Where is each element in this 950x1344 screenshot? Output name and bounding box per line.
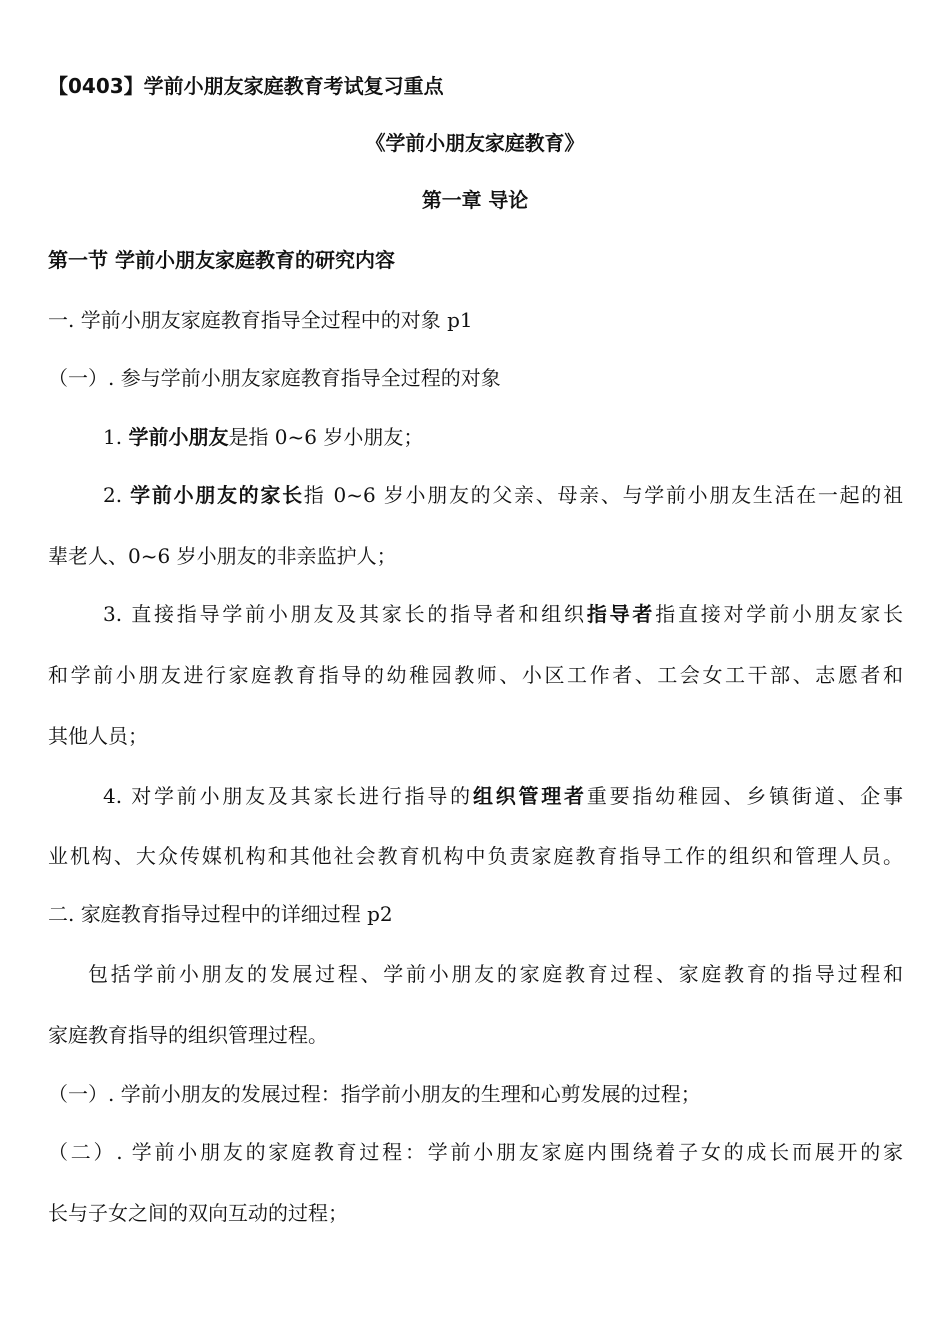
item3-prefix: 3. 直接指导学前小朋友及其家长的指导者和组织 <box>103 602 587 626</box>
item2-term: 学前小朋友的家长 <box>130 483 304 507</box>
section-title: 第一节 学前小朋友家庭教育的研究内容 <box>48 248 395 272</box>
document-title: 【0403】学前小朋友家庭教育考试复习重点 <box>48 74 444 98</box>
part2-sub1: （一）. 学前小朋友的发展过程：指学前小朋友的生理和心剪发展的过程； <box>48 1082 701 1106</box>
item4-line2: 业机构、大众传媒机构和其他社会教育机构中负责家庭教育指导工作的组织和管理人员。 <box>48 844 903 868</box>
item2-line1 <box>103 481 903 509</box>
part2-sub2-line2: 长与子女之间的双向互动的过程； <box>48 1201 348 1225</box>
chapter-title: 第一章 导论 <box>421 189 529 212</box>
item3-line2: 和学前小朋友进行家庭教育指导的幼稚园教师、小区工作者、工会女工干部、志愿者和 <box>48 663 903 687</box>
item4-term: 组织管理者 <box>472 784 587 808</box>
part1-heading: 一. 学前小朋友家庭教育指导全过程中的对象 p1 <box>48 308 473 332</box>
item3-line3: 其他人员； <box>48 724 148 748</box>
item3-line1 <box>103 600 903 628</box>
part2-intro-line2: 家庭教育指导的组织管理过程。 <box>48 1023 328 1047</box>
part2-sub2-line1: （二）. 学前小朋友的家庭教育过程：学前小朋友家庭内围绕着子女的成长而展开的家 <box>48 1140 903 1164</box>
item4-text1: 重要指幼稚园、乡镇街道、企事 <box>586 784 903 808</box>
item2-num: 2. <box>103 483 131 507</box>
part2-intro-line1: 包括学前小朋友的发展过程、学前小朋友的家庭教育过程、家庭教育的指导过程和 <box>88 962 903 986</box>
book-title: 《学前小朋友家庭教育》 <box>365 132 585 155</box>
item3-text1: 指直接对学前小朋友家长 <box>655 602 903 626</box>
item3-term: 指导者 <box>586 602 656 626</box>
part2-heading: 二. 家庭教育指导过程中的详细过程 p2 <box>48 902 393 926</box>
item4-line1 <box>103 782 903 810</box>
item2-line2: 辈老人、0~6 岁小朋友的非亲监护人； <box>48 544 397 568</box>
item1-text: 是指 0~6 岁小朋友； <box>228 425 424 449</box>
part1-sub1: （一）. 参与学前小朋友家庭教育指导全过程的对象 <box>48 366 501 390</box>
item2-text1: 指 0~6 岁小朋友的父亲、母亲、与学前小朋友生活在一起的祖 <box>303 483 904 507</box>
item1-term: 学前小朋友 <box>128 425 229 449</box>
item1-num: 1. <box>103 425 129 449</box>
item4-prefix: 4. 对学前小朋友及其家长进行指导的 <box>103 784 473 808</box>
item1-line <box>103 423 423 451</box>
